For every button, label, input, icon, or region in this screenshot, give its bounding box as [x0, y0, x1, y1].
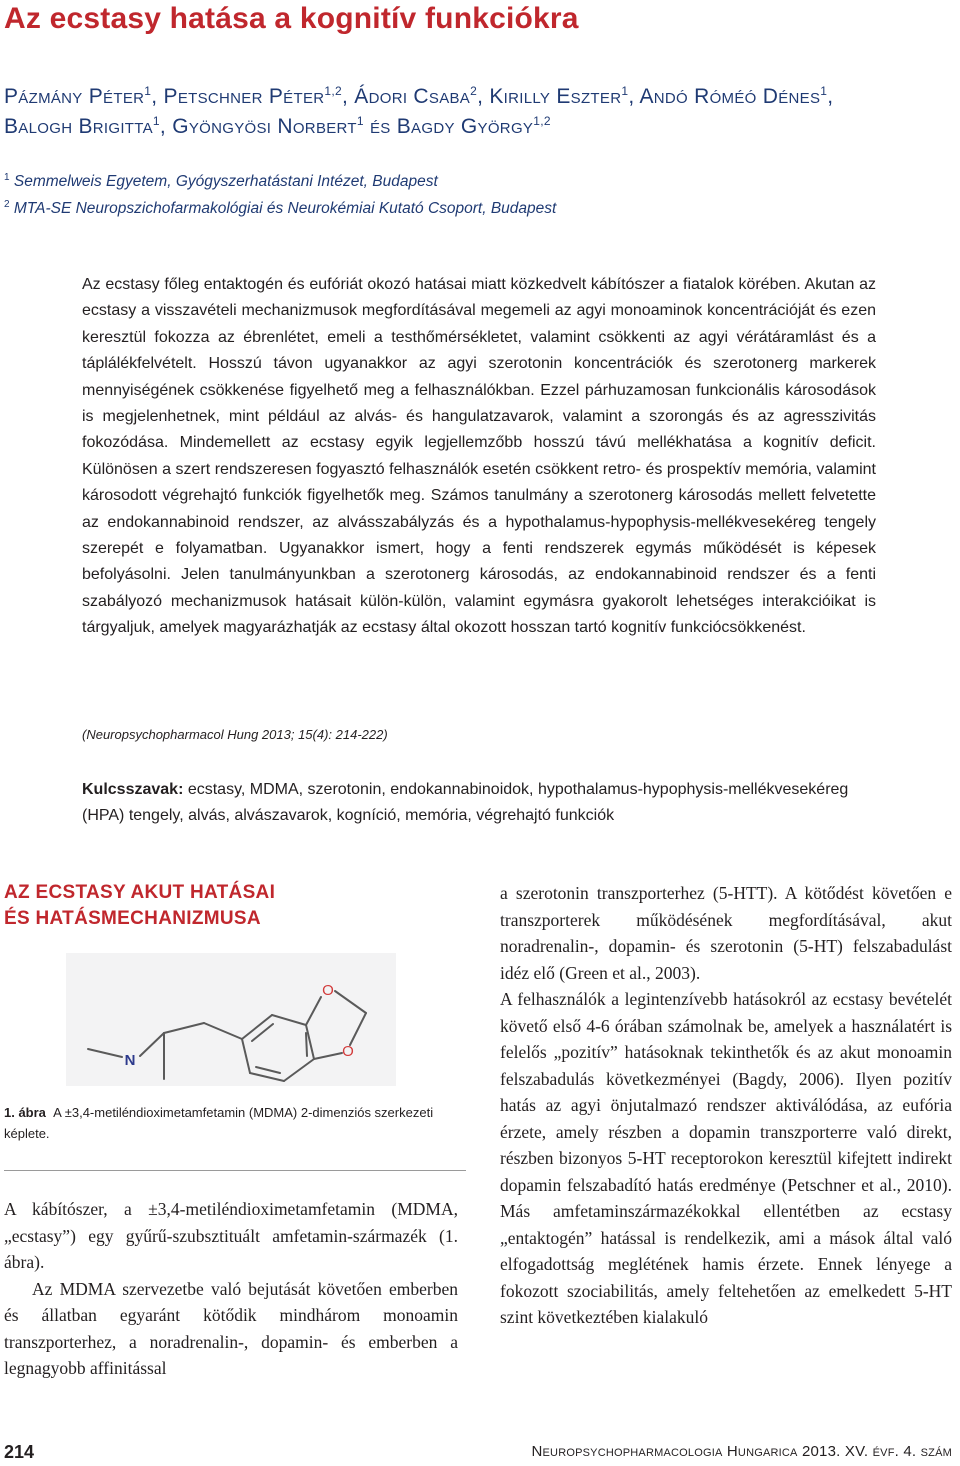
author-sup: 1 — [152, 114, 160, 128]
author-sep: , — [159, 115, 173, 138]
body-column-left — [4, 1196, 458, 1382]
author-sep: és — [363, 115, 397, 138]
author-sep: , — [628, 85, 640, 108]
author-sep: , — [342, 85, 355, 108]
affiliation-sup: 2 — [4, 199, 10, 210]
author: Andó Róméó Dénes — [639, 85, 821, 108]
author-sup: 1 — [144, 84, 152, 98]
author-sup: 2 — [470, 84, 478, 98]
author: Balogh Brigitta — [4, 115, 153, 138]
section-heading — [4, 880, 275, 932]
bond — [164, 1023, 204, 1033]
mdma-structure-diagram — [66, 953, 396, 1086]
author-sup: 1,2 — [324, 84, 342, 98]
bond — [306, 1033, 307, 1056]
bond — [242, 1015, 272, 1039]
bond — [284, 1059, 314, 1081]
bond — [272, 1015, 306, 1025]
author: Ádori Csaba — [354, 85, 471, 108]
author-sep: , — [151, 85, 164, 108]
nitrogen-atom-label: N — [124, 1052, 136, 1069]
keywords-text: ecstasy, MDMA, szerotonin, endokannabinoidok, hypothalamus-hypophysis-mellékvesekéreg (HPA) tengely, alvás, alvászavarok, kogníció, memória, végrehajtó funkciók — [82, 781, 849, 825]
bond — [350, 1013, 366, 1045]
bond — [250, 1073, 284, 1081]
mdma-structure-figure — [66, 953, 396, 1086]
section-heading-line-1: AZ ECSTASY AKUT HATÁSAI — [4, 882, 276, 903]
author: Petschner Péter — [163, 85, 325, 108]
author-line-2 — [4, 112, 954, 142]
journal-citation: (Neuropsychopharmacol Hung 2013; 15(4): 214-222) — [82, 727, 388, 742]
author-sup: 1 — [621, 84, 629, 98]
keywords-label: Kulcsszavak: — [82, 781, 184, 798]
affiliation-text: MTA-SE Neuropszichofarmakológiai és Neurokémiai Kutató Csoport, Budapest — [13, 200, 557, 218]
figure-caption-text: A ±3,4-metiléndioximetamfetamin (MDMA) 2-dimenziós szerkezeti képlete. — [4, 1105, 434, 1141]
affiliation-1 — [4, 172, 438, 191]
affiliation-sup: 1 — [4, 172, 10, 183]
bond — [252, 1024, 273, 1041]
article-title: Az ecstasy hatása a kognitív funkciókra — [4, 2, 579, 35]
figure-caption — [4, 1102, 466, 1144]
paragraph: a szerotonin transzporterhez (5-HTT). A kötődést követően e transzporterek működésének megfordításával, akut noradrenalin-, dopamin- és szerotonin (5-HT) felszabadulást idéz elő (Green et al., 2003). — [500, 883, 952, 983]
author-list — [4, 82, 954, 142]
section-heading-line-2: ÉS HATÁSMECHANIZMUSA — [4, 908, 261, 929]
bond — [204, 1023, 242, 1039]
oxygen-atom-label: O — [322, 982, 334, 999]
affiliation-2 — [4, 199, 556, 218]
author-sep: , — [827, 85, 834, 108]
author: Pázmány Péter — [4, 85, 145, 108]
author: Bagdy György — [396, 115, 534, 138]
author-sup: 1 — [820, 84, 828, 98]
author-sup: 1,2 — [533, 114, 551, 128]
figure-caption-label: 1. ábra — [4, 1105, 46, 1120]
paragraph: A kábítószer, a ±3,4-metiléndioximetamfetamin (MDMA, „ecstasy”) egy gyűrű-szubsztituált amfetamin-származék (1. ábra). — [4, 1199, 458, 1272]
bond — [306, 997, 321, 1025]
author-line-1 — [4, 82, 954, 112]
page-number: 214 — [4, 1442, 35, 1462]
bond — [88, 1049, 122, 1057]
bond — [335, 991, 366, 1013]
caption-divider — [4, 1170, 466, 1171]
abstract: Az ecstasy főleg entaktogén és eufóriát okozó hatásai miatt közkedvelt kábítószer a fiatalok körében. Akutan az ecstasy a visszavételi mechanizmusok megfordításával megemeli az agyi monoaminok koncentrációját és ezen keresztül fokozza az ébrenlétet, emeli a testhőmérsékletet, valamint csökkenti az agyi vérátáramlást és a táplálékfelvételt. Hosszú távon ugyanakkor az agyi szerotonin koncentrációk és szerotonerg markerek mennyiségének csökkenése figyelhető meg a felhasználókban. Ezzel párhuzamosan funkcionális károsodások is megjelenhetnek, mint például az alvás- és hangulatzavarok, valamint a szorongás és az agresszivitás fokozódása. Mindemellett az ecstasy egyik legjellemzőbb hosszú távú mellékhatása a kognitív deficit. Különösen a szert rendszeresen fogyasztó felhasználók esetén csökkent retro- és prospektív memória, valamint károsodott végrehajtó funkciók figyelhetők meg. Számos tanulmány a szerotonerg károsodás mellett felvetette az endokannabinoid rendszer, az alvásszabályzás és a hypothalamus-hypophysis-mellékvesekéreg tengely szerepét e folyamatban. Ugyanakkor ismert, hogy a fenti rendszerek egymás működését is képesek befolyásolni. Jelen tanulmányunkban a szerotonerg károsodás, az endokannabinoid rendszer és a fenti szabályozó mechanizmusok hatásait külön-külön, valamint egymásra gyakorolt lehetséges interakcióikat is tárgyaljuk, amelyek magyarázhatják az ecstasy által okozott hosszan tartó kognitív funkciócsökkenést. — [82, 276, 876, 637]
author-sup: 1 — [356, 114, 364, 128]
paragraph: Az MDMA szervezetbe való bejutását követően emberben és állatban egyaránt kötődik mindhárom monoamin transzporterhez, a noradrenalin-, dopamin- és emberben a legnagyobb affinitással — [4, 1278, 458, 1378]
bond — [256, 1067, 280, 1073]
author: Kirilly Eszter — [489, 85, 622, 108]
affiliation-text: Semmelweis Egyetem, Gyógyszerhatástani Intézet, Budapest — [13, 173, 438, 191]
bond — [140, 1033, 164, 1056]
author-sep: , — [477, 85, 490, 108]
keywords — [82, 777, 882, 830]
bond — [242, 1039, 250, 1073]
oxygen-atom-label: O — [342, 1043, 354, 1060]
paragraph: A felhasználók a legintenzívebb hatásokról az ecstasy bevételét követő első 4-6 órában számolnak be, amelyek a használatért is felelős „pozitív” hatásoknak tekinthetők és az akut monoamin felszabadulás következményei (Bagdy, 2006). Ilyen pozitív hatás az agyi önjutalmazó rendszer aktiválódása, az eufória érzete, amely részben a dopamin transzporterre való direkt, részben bizonyos 5-HT receptorokon keresztül kifejtett indirekt dopamin felszabadító hatás eredménye (Petschner et al., 2010). Más amfetaminszármazékokkal ellentétben az ecstasy „entaktogén” hatással is rendelkezik, ami a mások által való elfogadottság meglétének hamis érzete. Ennek lényege a fokozott szociabilitás, amely feltehetően az emelkedett 5-HT szint következtében kialakuló — [500, 989, 952, 1327]
author: Gyöngyösi Norbert — [172, 115, 357, 138]
bond — [314, 1053, 342, 1059]
body-column-right — [500, 880, 952, 1331]
journal-footer: Neuropsychopharmacologia Hungarica 2013. XV. évf. 4. szám — [531, 1443, 952, 1460]
